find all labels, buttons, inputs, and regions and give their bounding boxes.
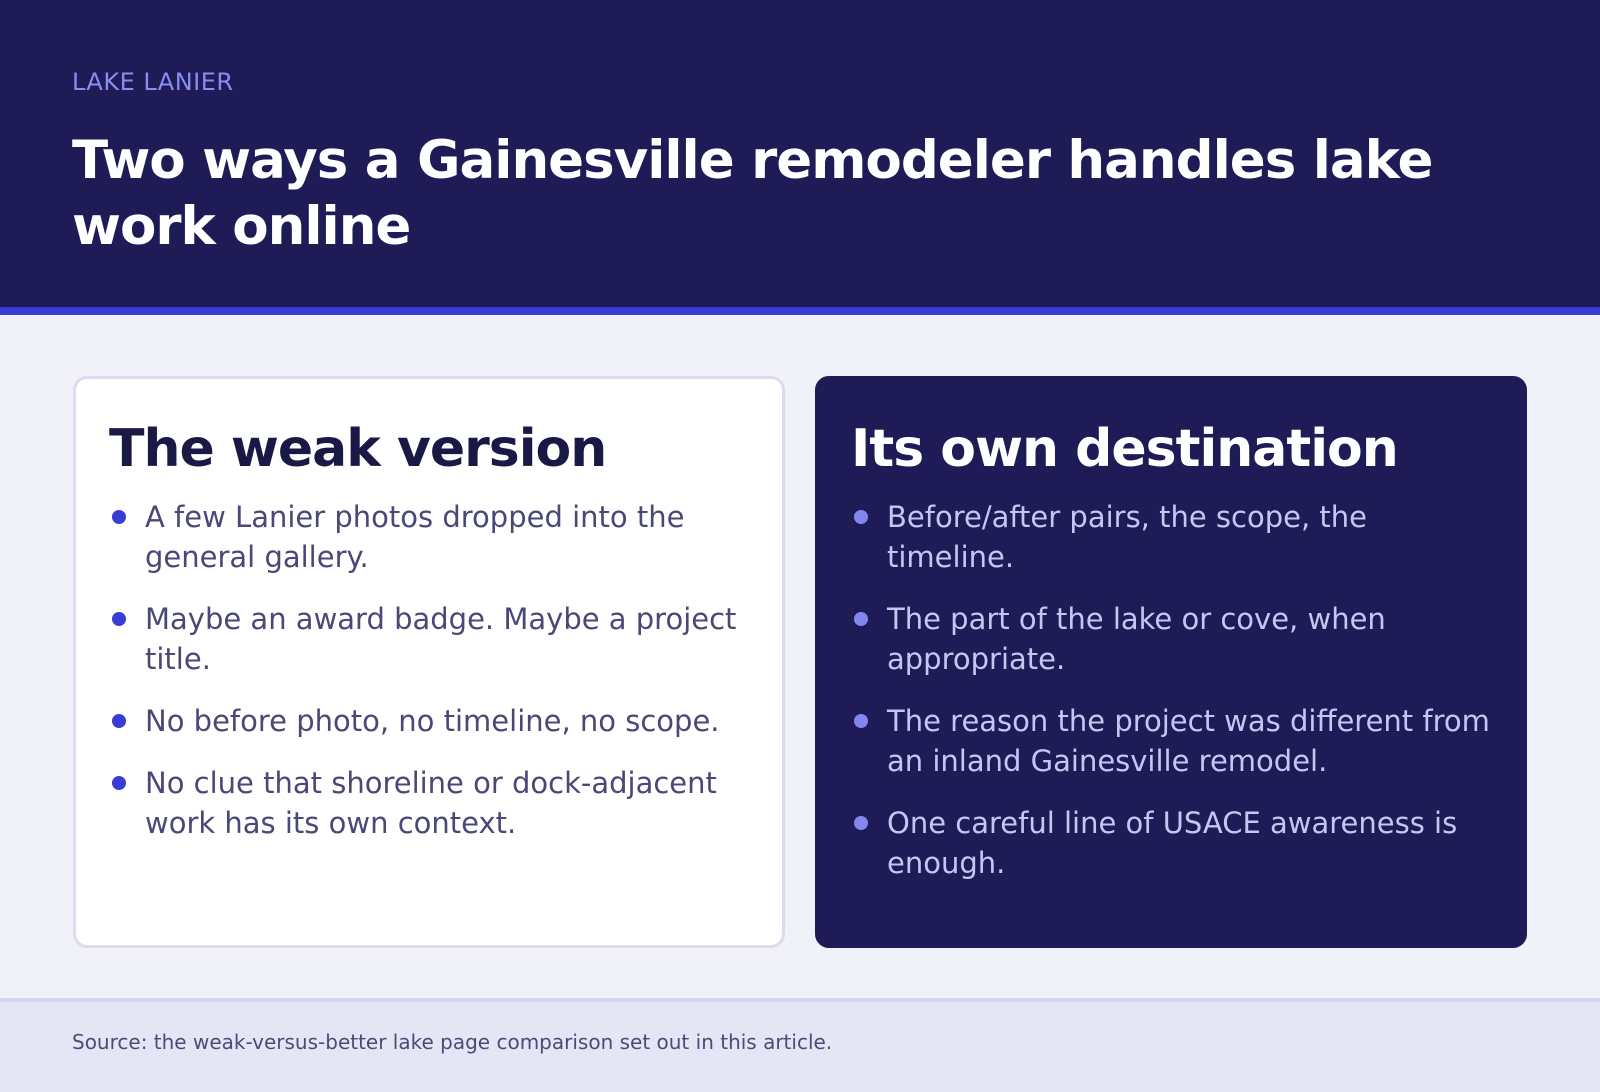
list-item-text: No clue that shoreline or dock-adjacent work has its own context. bbox=[145, 766, 717, 840]
header-banner bbox=[0, 0, 1600, 315]
list-item bbox=[851, 803, 1492, 883]
own-destination-card bbox=[815, 376, 1527, 948]
list-item-text: No before photo, no timeline, no scope. bbox=[145, 704, 720, 738]
bullet-icon bbox=[112, 714, 126, 728]
bullet-icon bbox=[854, 612, 868, 626]
footer bbox=[0, 998, 1600, 1092]
list-item-text: One careful line of USACE awareness is enough. bbox=[887, 806, 1458, 880]
bullet-icon bbox=[854, 816, 868, 830]
list-item-text: The reason the project was different from an inland Gainesville remodel. bbox=[887, 704, 1490, 778]
list-item-text: Maybe an award badge. Maybe a project title. bbox=[145, 602, 737, 676]
source-note: Source: the weak-versus-better lake page comparison set out in this article. bbox=[72, 1030, 833, 1054]
weak-version-card bbox=[73, 376, 785, 948]
card-heading: The weak version bbox=[109, 419, 607, 479]
eyebrow-label: LAKE LANIER bbox=[72, 68, 234, 96]
list-item-text: Before/after pairs, the scope, the timeline. bbox=[887, 500, 1368, 574]
list-item-text: A few Lanier photos dropped into the general gallery. bbox=[145, 500, 685, 574]
page-title: Two ways a Gainesville remodeler handles lake work online bbox=[72, 130, 1433, 257]
bullet-icon bbox=[112, 510, 126, 524]
bullet-icon bbox=[112, 776, 126, 790]
list-item-text: The part of the lake or cove, when appropriate. bbox=[887, 602, 1386, 676]
list-item bbox=[109, 763, 750, 843]
bullet-icon bbox=[854, 714, 868, 728]
card-heading: Its own destination bbox=[851, 419, 1398, 479]
list-item bbox=[109, 701, 750, 741]
list-item bbox=[851, 497, 1492, 577]
list-item bbox=[851, 701, 1492, 781]
list-item bbox=[109, 599, 750, 679]
bullet-icon bbox=[854, 510, 868, 524]
list-item bbox=[109, 497, 750, 577]
bullet-icon bbox=[112, 612, 126, 626]
bullet-list bbox=[109, 497, 750, 843]
bullet-list bbox=[851, 497, 1492, 883]
list-item bbox=[851, 599, 1492, 679]
